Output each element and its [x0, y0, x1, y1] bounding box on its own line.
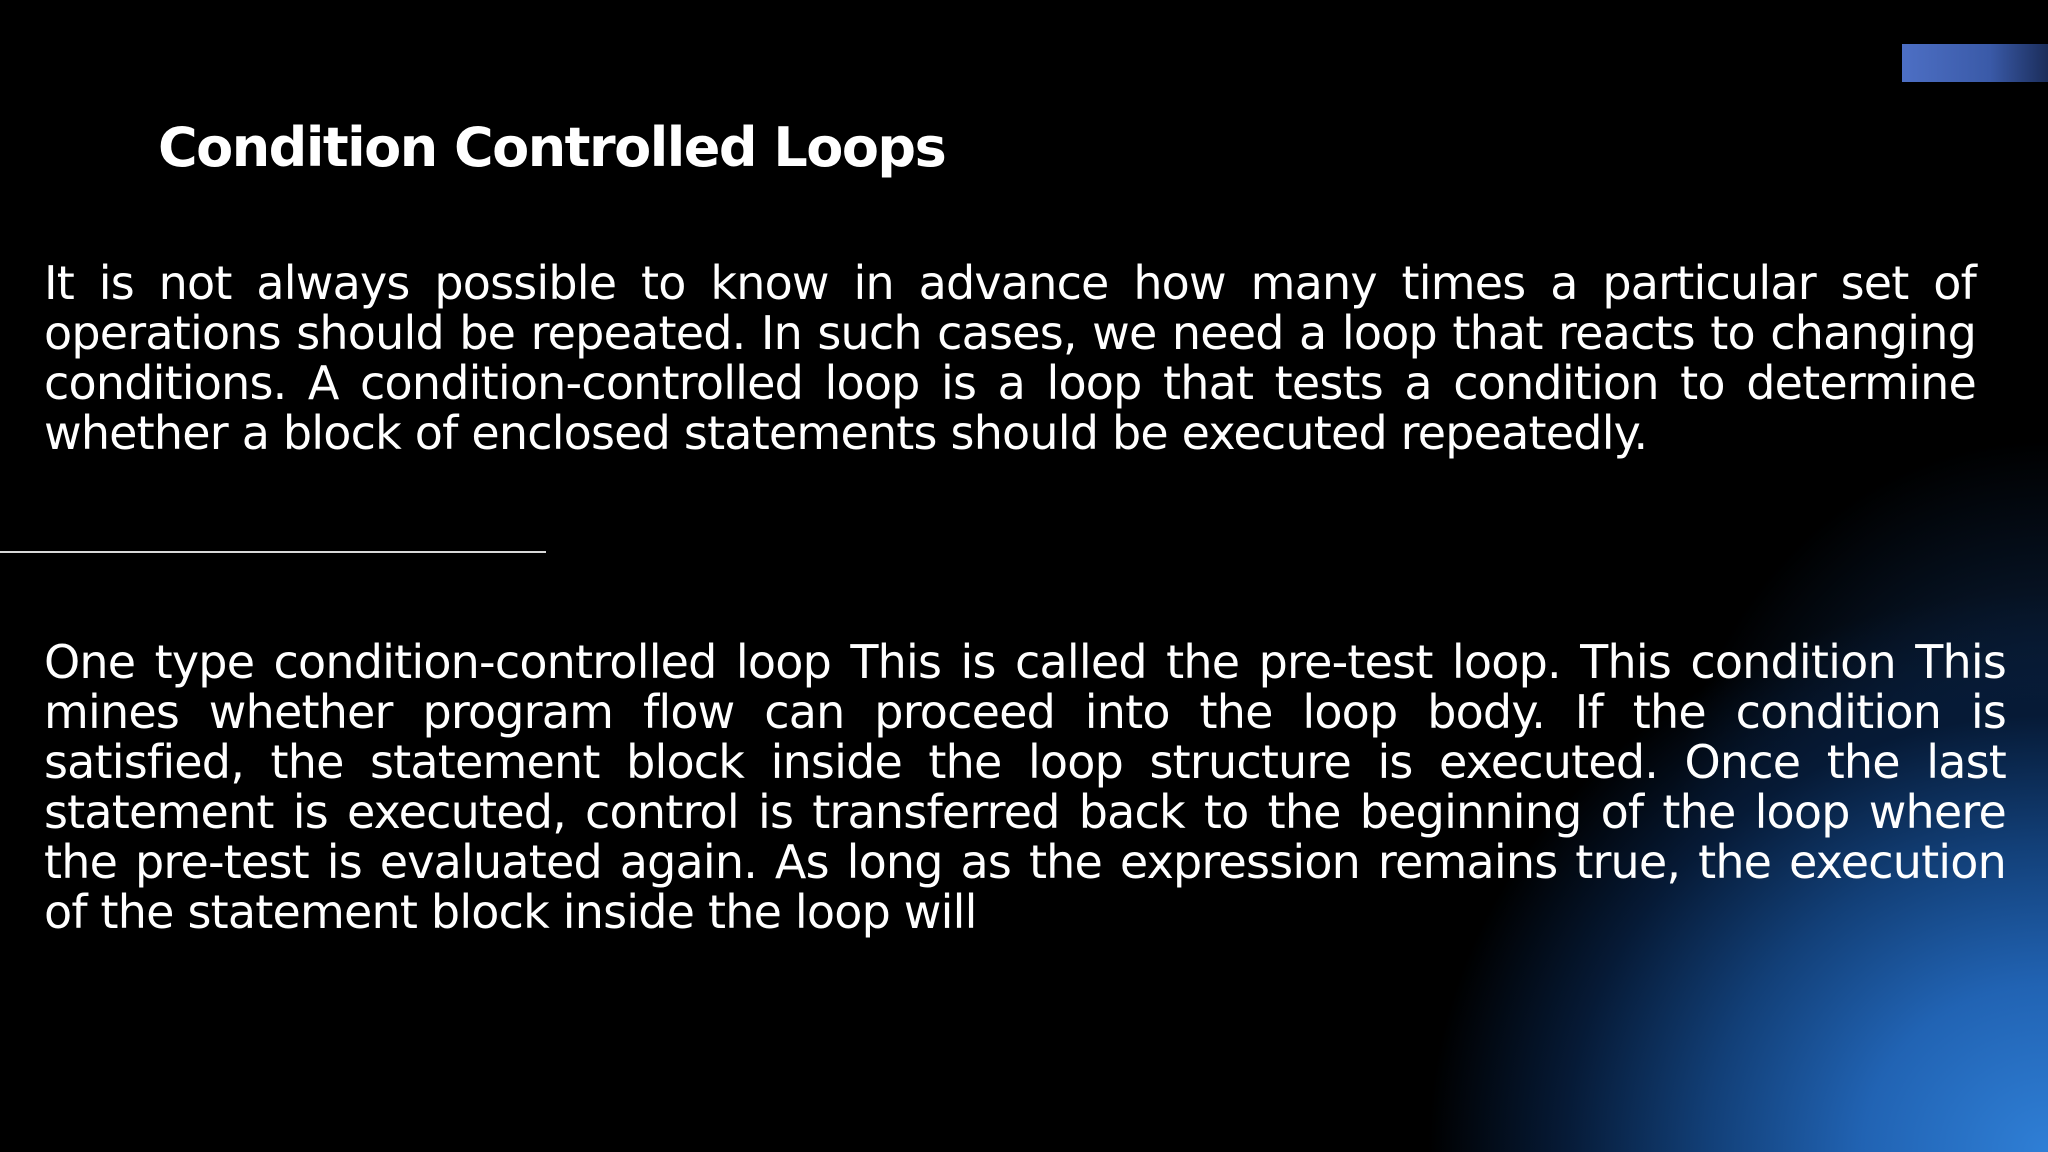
- slide-title: Condition Controlled Loops: [158, 116, 946, 179]
- accent-bar: [1902, 44, 2048, 82]
- paragraph-pre-test-loop: One type condition-controlled loop This is called the pre-test loop. This condition This mines whether program flow can proceed into the loop body. If the condition is satisfied, the statement block inside the loop structure is executed. Once the last statement is executed, control is transferred back to the beginning of the loop where the pre-test is evaluated again. As long as the expression remains true, the execution of the statement block inside the loop will: [44, 635, 2006, 939]
- paragraph-intro: It is not always possible to know in advance how many times a particular set of operations should be repeated. In such cases, we need a loop that reacts to changing conditions. A condition-controlled loop is a loop that tests a condition to determine whether a block of enclosed statements should be executed repeatedly.: [44, 256, 1976, 460]
- divider-line: [0, 551, 546, 553]
